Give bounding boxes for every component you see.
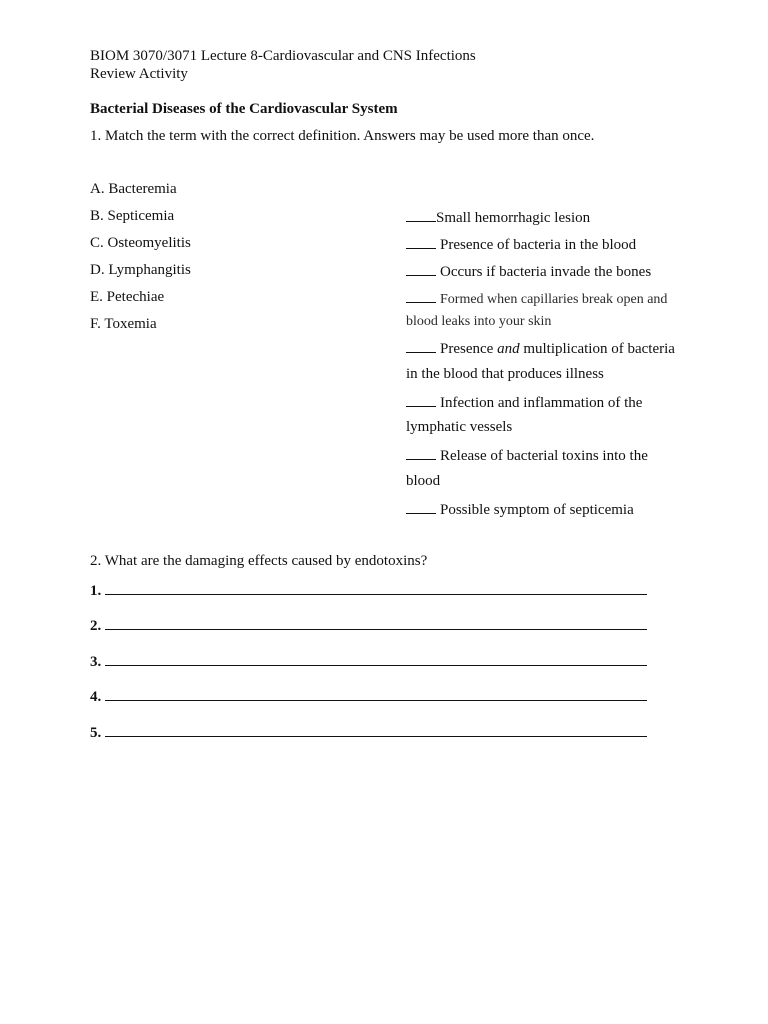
answer-blank[interactable] <box>406 338 436 353</box>
answer-blank[interactable] <box>406 234 436 249</box>
definition-text: Presence of bacteria in the blood <box>440 237 637 253</box>
answer-blank[interactable] <box>105 722 647 737</box>
answer-number: 2. <box>90 618 102 634</box>
definition-text: Infection and inflammation of the <box>440 395 643 411</box>
definition-text-continued: in the blood that produces illness <box>406 366 604 382</box>
answer-blank[interactable] <box>105 580 647 595</box>
definition-text-continued: blood leaks into your skin <box>406 314 552 329</box>
definition-text: Possible symptom of septicemia <box>440 502 634 518</box>
answer-line <box>90 651 647 671</box>
course-title: BIOM 3070/3071 Lecture 8-Cardiovascular and CNS Infections <box>90 48 476 64</box>
answer-number: 1. <box>90 583 102 599</box>
definition-text: Presence <box>440 341 498 357</box>
term-d: D. Lymphangitis <box>90 262 191 278</box>
answer-blank[interactable] <box>105 651 647 666</box>
answer-blank[interactable] <box>406 392 436 407</box>
answer-blank[interactable] <box>406 288 436 303</box>
term-e: E. Petechiae <box>90 289 165 305</box>
term-f: F. Toxemia <box>90 316 157 332</box>
question-1-prompt: 1. Match the term with the correct definition. Answers may be used more than once. <box>90 128 595 144</box>
definition-item <box>406 207 590 227</box>
definition-text-continued: blood <box>406 473 441 489</box>
definition-text: Occurs if bacteria invade the bones <box>440 264 652 280</box>
term-b: B. Septicemia <box>90 208 175 224</box>
definition-text: multiplication of bacteria <box>519 341 675 357</box>
definition-item <box>406 288 667 309</box>
question-2-prompt: 2. What are the damaging effects caused by endotoxins? <box>90 553 428 569</box>
answer-blank[interactable] <box>406 445 436 460</box>
answer-line <box>90 686 647 706</box>
answer-line <box>90 580 647 600</box>
definition-text: Release of bacterial toxins into the <box>440 448 648 464</box>
definition-item <box>406 392 642 412</box>
answer-blank[interactable] <box>406 261 436 276</box>
definition-item <box>406 445 648 465</box>
answer-blank[interactable] <box>105 615 647 630</box>
definition-emphasis: and <box>497 341 520 357</box>
answer-number: 5. <box>90 725 102 741</box>
answer-blank[interactable] <box>406 207 436 222</box>
answer-number: 3. <box>90 654 102 670</box>
document-subtitle: Review Activity <box>90 66 188 82</box>
term-c: C. Osteomyelitis <box>90 235 191 251</box>
answer-blank[interactable] <box>105 686 647 701</box>
term-a: A. Bacteremia <box>90 181 177 197</box>
definition-item <box>406 234 636 254</box>
answer-line <box>90 722 647 742</box>
answer-number: 4. <box>90 689 102 705</box>
definition-item <box>406 499 634 519</box>
answer-line <box>90 615 647 635</box>
answer-blank[interactable] <box>406 499 436 514</box>
definition-text-continued: lymphatic vessels <box>406 419 513 435</box>
definition-item <box>406 261 651 281</box>
definition-text: Formed when capillaries break open and <box>440 292 668 307</box>
section-title: Bacterial Diseases of the Cardiovascular System <box>90 101 398 117</box>
definition-text: Small hemorrhagic lesion <box>436 210 591 226</box>
definition-item <box>406 338 675 358</box>
